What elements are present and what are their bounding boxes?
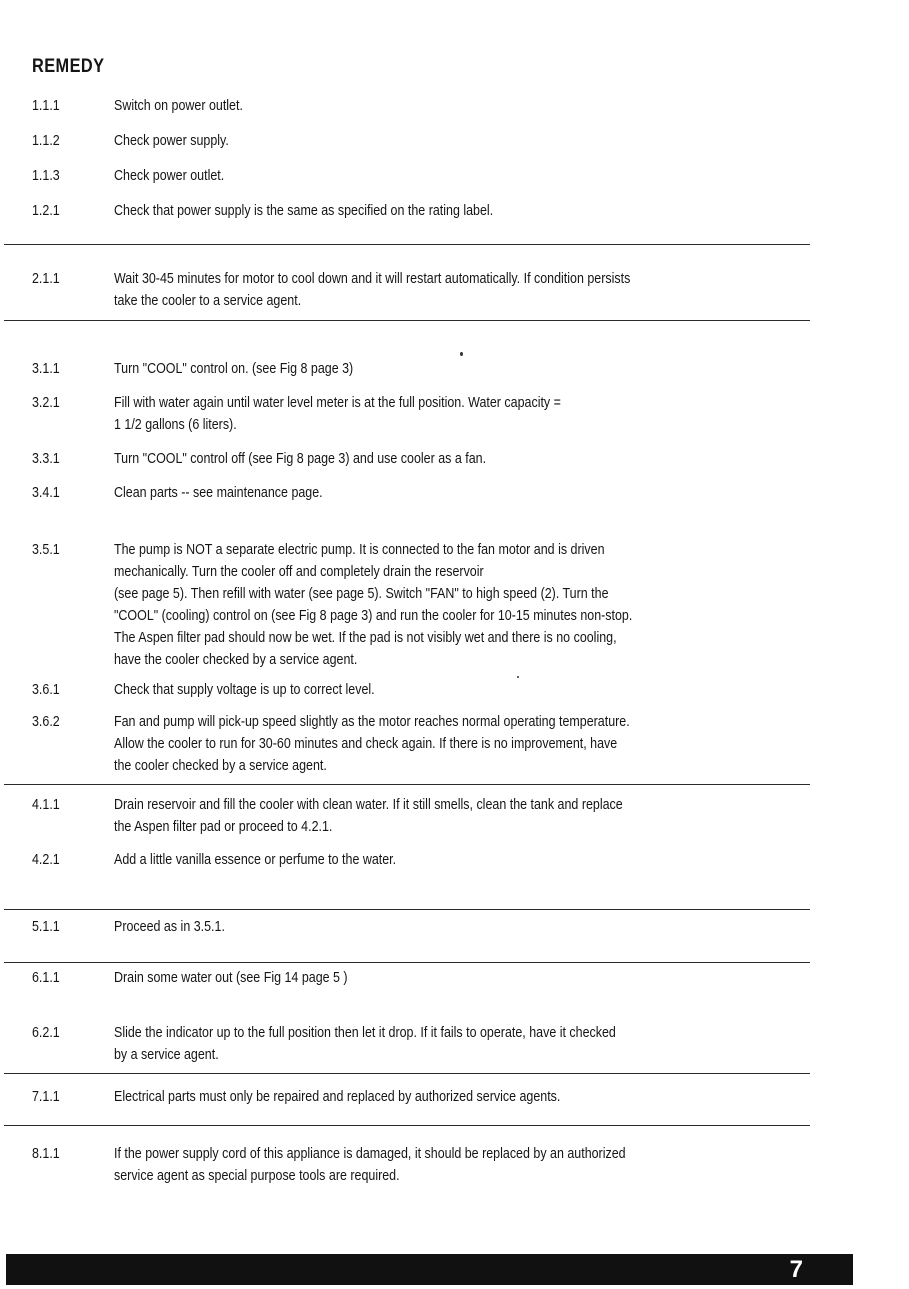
page-title: REMEDY bbox=[32, 56, 105, 77]
item-text: Check that power supply is the same as specified on the rating label. bbox=[114, 203, 494, 219]
item-text: Turn "COOL" control off (see Fig 8 page 3) and use cooler as a fan. bbox=[114, 451, 487, 467]
item-text: Electrical parts must only be repaired and replaced by authorized service agents. bbox=[114, 1089, 561, 1105]
footer-bar bbox=[6, 1254, 853, 1285]
item-number: 4.1.1 bbox=[32, 797, 60, 813]
item-text: Drain reservoir and fill the cooler with clean water. If it still smells, clean the tank and replace the Aspen filter pad or proceed to 4.2.1. bbox=[114, 797, 623, 835]
item-text: Drain some water out (see Fig 14 page 5 ) bbox=[114, 970, 348, 986]
item-text: Check power supply. bbox=[114, 133, 229, 149]
item-number: 3.1.1 bbox=[32, 361, 60, 377]
item-text: Proceed as in 3.5.1. bbox=[114, 919, 225, 935]
section-divider bbox=[4, 1125, 810, 1126]
item-number: 8.1.1 bbox=[32, 1146, 60, 1162]
item-text: Add a little vanilla essence or perfume to the water. bbox=[114, 852, 397, 868]
section-divider bbox=[4, 320, 810, 321]
item-number: 1.1.3 bbox=[32, 168, 60, 184]
item-text: Check power outlet. bbox=[114, 168, 225, 184]
scan-speck bbox=[460, 352, 463, 356]
item-number: 3.6.2 bbox=[32, 714, 60, 730]
section-divider bbox=[4, 784, 810, 785]
item-number: 3.4.1 bbox=[32, 485, 60, 501]
item-text: Fan and pump will pick-up speed slightly as the motor reaches normal operating temperature. Allow the cooler to run for 30-60 minutes and check again. If there is no improvement, have the cooler checked by a service agent. bbox=[114, 714, 630, 774]
section-divider bbox=[4, 1073, 810, 1074]
item-number: 3.5.1 bbox=[32, 542, 60, 558]
item-number: 3.2.1 bbox=[32, 395, 60, 411]
item-number: 1.2.1 bbox=[32, 203, 60, 219]
item-number: 4.2.1 bbox=[32, 852, 60, 868]
item-text: Slide the indicator up to the full position then let it drop. If it fails to operate, have it checked by a service agent. bbox=[114, 1025, 616, 1063]
item-number: 3.3.1 bbox=[32, 451, 60, 467]
item-text: Turn "COOL" control on. (see Fig 8 page 3) bbox=[114, 361, 354, 377]
item-number: 5.1.1 bbox=[32, 919, 60, 935]
item-number: 1.1.1 bbox=[32, 98, 60, 114]
item-number: 7.1.1 bbox=[32, 1089, 60, 1105]
item-text: Wait 30-45 minutes for motor to cool down and it will restart automatically. If condition persists take the cooler to a service agent. bbox=[114, 271, 631, 309]
item-number: 1.1.2 bbox=[32, 133, 60, 149]
item-text: Clean parts -- see maintenance page. bbox=[114, 485, 323, 501]
item-text: The pump is NOT a separate electric pump. It is connected to the fan motor and is driven mechanically. Turn the cooler off and completely drain the reservoir (see page 5). Then refill with water (see page 5). Switch "FAN" to high speed (2). Turn the "COOL" (cooling) control on (see Fig 8 page 3) and run the cooler for 10-15 minutes non-stop. The Aspen filter pad should now be wet. If the pad is not visibly wet and there is no cooling, have the cooler checked by a service agent. bbox=[114, 542, 633, 668]
section-divider bbox=[4, 244, 810, 245]
section-divider bbox=[4, 909, 810, 910]
section-divider bbox=[4, 962, 810, 963]
item-text: Check that supply voltage is up to correct level. bbox=[114, 682, 375, 698]
item-number: 3.6.1 bbox=[32, 682, 60, 698]
item-text: If the power supply cord of this appliance is damaged, it should be replaced by an authorized service agent as special purpose tools are required. bbox=[114, 1146, 626, 1184]
page-number: 7 bbox=[789, 1256, 803, 1283]
item-number: 6.1.1 bbox=[32, 970, 60, 986]
item-text: Switch on power outlet. bbox=[114, 98, 243, 114]
item-number: 6.2.1 bbox=[32, 1025, 60, 1041]
scan-speck bbox=[517, 676, 519, 678]
item-text: Fill with water again until water level meter is at the full position. Water capacity = 1 1/2 gallons (6 liters). bbox=[114, 395, 561, 433]
item-number: 2.1.1 bbox=[32, 271, 60, 287]
